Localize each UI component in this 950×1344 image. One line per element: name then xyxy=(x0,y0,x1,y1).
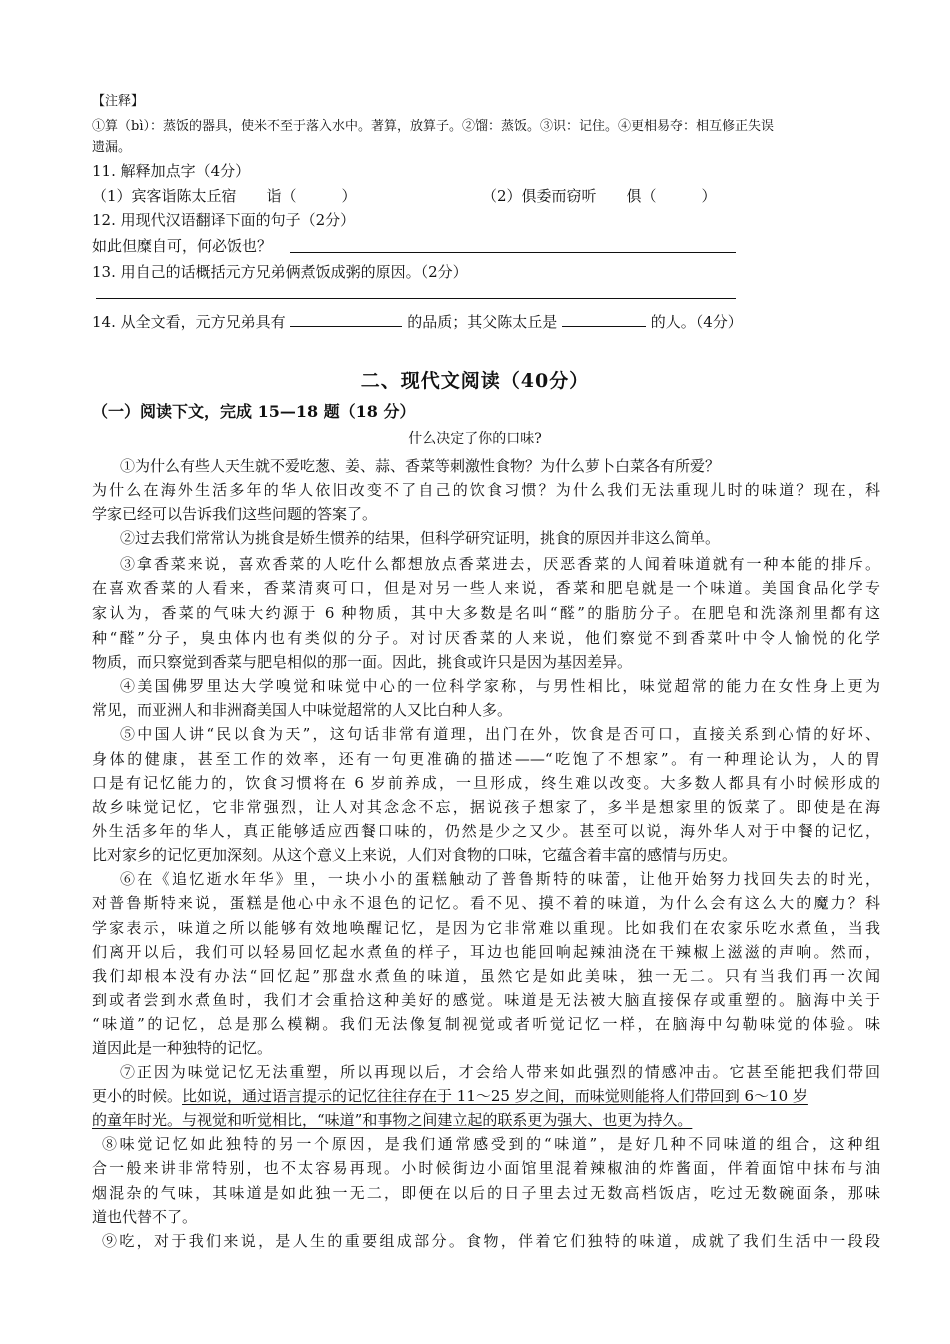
p5-line-5: 外生活多年的华人，真正能够适应西餐口味的，仍然是少之又少。甚至可以说，海外华人对于中餐的记忆， xyxy=(92,822,880,840)
p6-line-4: 们离开以后，我们可以轻易回忆起水煮鱼的样子，耳边也能回响起辣油浇在干辣椒上滋滋的声响。然而， xyxy=(92,943,880,961)
p1-line-1: ①为什么有些人天生就不爱吃葱、姜、蒜、香菜等刺激性食物？为什么萝卜白菜各有所爱？ xyxy=(120,457,721,475)
notes-line-2: 遗漏。 xyxy=(92,140,132,155)
p3-line-3: 家认为，香菜的气味大约源于 6 种物质，其中大多数是名叫“醛”的脂肪分子。在肥皂和洗涤剂里都有这 xyxy=(92,604,880,622)
section-2-title: 二、现代文阅读（40分） xyxy=(360,370,590,392)
notes-heading: 【注释】 xyxy=(92,94,145,109)
p7-line-2-plain: 更小的时候。 xyxy=(92,1087,183,1105)
q12-title: 12. 用现代汉语翻译下面的句子（2分） xyxy=(92,211,356,229)
p6-line-3: 学家表示，味道之所以能够有效地唤醒记忆，是因为它非常难以重现。比如我们在农家乐吃水煮鱼，当我 xyxy=(92,919,880,937)
q14-line xyxy=(92,312,880,332)
p5-line-6: 比对家乡的记忆更加深刻。从这个意义上来说，人们对食物的口味，它蕴含着丰富的感情与历史。 xyxy=(92,846,738,864)
p7-line-1: ⑦正因为味觉记忆无法重塑，所以再现以后，才会给人带来如此强烈的情感冲击。它甚至能把我们带回 xyxy=(120,1063,880,1081)
p6-line-7: “味道”的记忆，总是那么模糊。我们无法像复制视觉或者听觉记忆一样，在脑海中勾勒味觉的体验。味 xyxy=(92,1015,880,1033)
p5-line-2: 身体的健康，甚至工作的效率，还有一句更准确的描述——“吃饱了不想家”。有一种理论认为，人的胃 xyxy=(92,750,880,768)
p2-line-1: ②过去我们常常认为挑食是娇生惯养的结果，但科学研究证明，挑食的原因并非这么简单。 xyxy=(120,529,721,547)
q11-item-1: （1）宾客诣陈太丘宿 诣（ ） xyxy=(92,187,357,205)
p4-line-2: 常见，而亚洲人和非洲裔美国人中味觉超常的人又比白种人多。 xyxy=(92,701,513,719)
p3-line-2: 在喜欢香菜的人看来，香菜清爽可口，但是对另一些人来说，香菜和肥皂就是一个味道。美国食品化学专 xyxy=(92,579,880,597)
p1-line-2: 为什么在海外生活多年的华人依旧改变不了自己的饮食习惯？为什么我们无法重现儿时的味道？现在，科 xyxy=(92,481,880,499)
q14-blank-1[interactable] xyxy=(290,312,402,327)
p1-line-3: 学家已经可以告诉我们这些问题的答案了。 xyxy=(92,505,378,523)
p6-line-1: ⑥在《追忆逝水年华》里，一块小小的蛋糕触动了普鲁斯特的味蕾，让他开始努力找回失去的时光， xyxy=(120,870,880,888)
p6-line-5: 我们却根本没有办法“回忆起”那盘水煮鱼的味道，虽然它是如此美味，独一无二。只有当我们再一次闻 xyxy=(92,967,880,985)
q13-answer-line[interactable] xyxy=(96,298,736,299)
article-title: 什么决定了你的口味? xyxy=(408,431,542,447)
p8-line-4: 道也代替不了。 xyxy=(92,1208,198,1226)
p3-line-4: 种“醛”分子，臭虫体内也有类似的分子。对讨厌香菜的人来说，他们察觉不到香菜叶中令人愉悦的化学 xyxy=(92,629,880,647)
p3-line-5: 物质，而只察觉到香菜与肥皂相似的那一面。因此，挑食或许只是因为基因差异。 xyxy=(92,653,633,671)
p5-line-4: 故乡味觉记忆，它非常强烈，让人对其念念不忘，据说孩子想家了，多半是想家里的饭菜了。即使是在海 xyxy=(92,798,880,816)
q14-blank-2[interactable] xyxy=(562,312,646,327)
p4-line-1: ④美国佛罗里达大学嗅觉和味觉中心的一位科学家称，与男性相比，味觉超常的能力在女性身上更为 xyxy=(120,677,880,695)
p8-line-2: 合一般来讲非常特别，也不太容易再现。小时候街边小面馆里混着辣椒油的炸酱面，伴着面馆中抹布与油 xyxy=(92,1159,880,1177)
q13-title: 13. 用自己的话概括元方兄弟俩煮饭成粥的原因。（2分） xyxy=(92,263,468,281)
q12-answer-line[interactable] xyxy=(290,252,736,253)
p8-line-3: 烟混杂的气味，其味道是如此独一无二，即便在以后的日子里去过无数高档饭店，吃过无数碗面条，那味 xyxy=(92,1184,880,1202)
q14-part-2: 的品质；其父陈太丘是 xyxy=(407,313,558,331)
p8-line-1: ⑧味觉记忆如此独特的另一个原因，是我们通常感受到的“味道”，是好几种不同味道的组合，这种组 xyxy=(102,1135,880,1153)
q11-title: 11. 解释加点字（4分） xyxy=(92,162,251,180)
notes-line-1: ①算（bì）：蒸饭的器具，使米不至于落入水中。著算，放算子。②馏：蒸饭。③识：记住。④更相易夺：相互修正失误 xyxy=(92,119,774,134)
p6-line-8: 道因此是一种独特的记忆。 xyxy=(92,1039,273,1057)
p9-line-1: ⑨吃，对于我们来说，是人生的重要组成部分。食物，伴着它们独特的味道，成就了我们生活中一段段 xyxy=(102,1232,880,1250)
q14-part-1: 14. 从全文看，元方兄弟具有 xyxy=(92,313,286,331)
p7-line-2 xyxy=(92,1086,880,1106)
p7-line-3 xyxy=(92,1110,880,1130)
p5-line-1: ⑤中国人讲“民以食为天”，这句话非常有道理，出门在外，饮食是否可口，直接关系到心情的好坏、 xyxy=(120,725,880,743)
p5-line-3: 口是有记忆能力的，饮食习惯将在 6 岁前养成，一旦形成，终生难以改变。大多数人都具有小时候形成的 xyxy=(92,774,880,792)
p7-underlined-sentence: 比如说，通过语言提示的记忆往往存在于 11～25 岁之间，而味觉则能将人们带回到 6～10 岁 xyxy=(182,1087,808,1105)
p3-line-1: ③拿香菜来说，喜欢香菜的人吃什么都想放点香菜进去，厌恶香菜的人闻着味道就有一种本能的排斥。 xyxy=(120,555,880,573)
p6-line-6: 到或者尝到水煮鱼时，我们才会重拾这种美好的感觉。味道是无法被大脑直接保存或重塑的。脑海中关于 xyxy=(92,991,880,1009)
q14-part-3: 的人。（4分） xyxy=(650,313,743,331)
section-2-sub-1: （一）阅读下文，完成 15—18 题（18 分） xyxy=(92,402,416,421)
q12-sentence: 如此但糜自可，何必饭也？ xyxy=(92,237,273,255)
p6-line-2: 对普鲁斯特来说，蛋糕是他心中永不退色的记忆。看不见、摸不着的味道，为什么会有这么大的魔力？科 xyxy=(92,894,880,912)
q11-item-2: （2）俱委而窃听 俱（ ） xyxy=(482,187,717,205)
p7-underlined-sentence-2: 的童年时光。与视觉和听觉相比，“味道”和事物之间建立起的联系更为强大、也更为持久。 xyxy=(92,1111,693,1129)
